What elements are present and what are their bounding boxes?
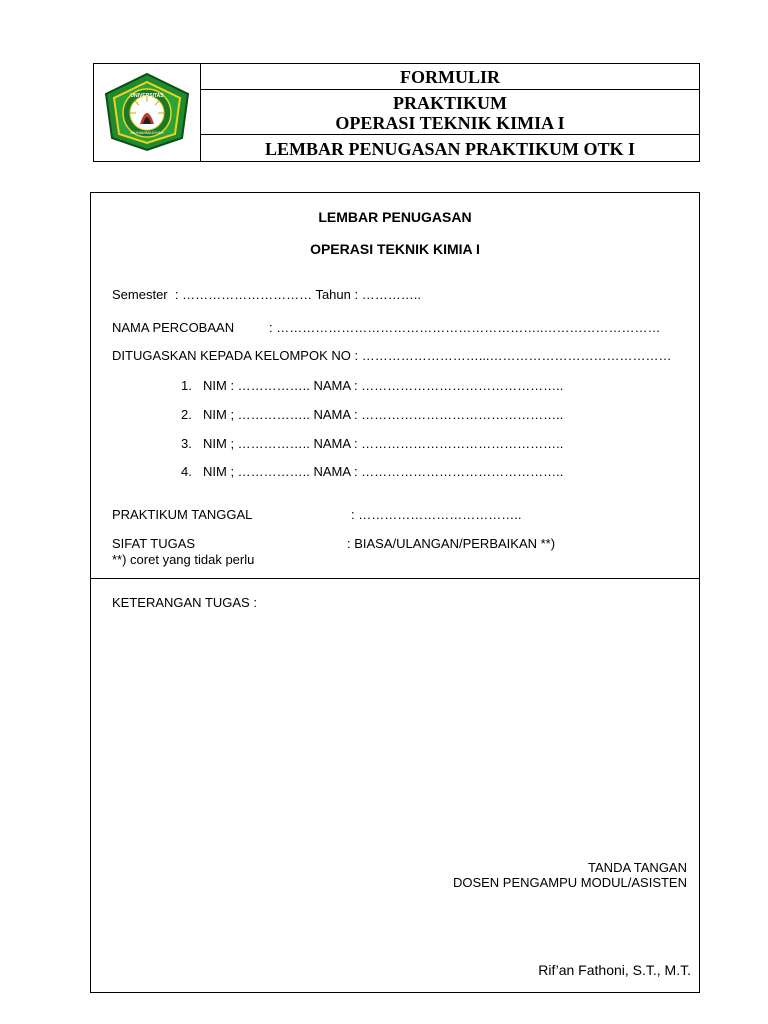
signer-name: Rif’an Fathoni, S.T., M.T. <box>538 962 691 978</box>
university-logo <box>102 72 192 152</box>
praktikum-tanggal-label: PRAKTIKUM TANGGAL <box>112 507 253 522</box>
header-lembar: LEMBAR PENUGASAN PRAKTIKUM OTK I <box>264 139 636 159</box>
header-formulir: FORMULIR <box>201 64 699 90</box>
praktikum-tanggal-field[interactable]: : ……………………………….. <box>351 507 522 522</box>
sifat-tugas-label: SIFAT TUGAS <box>112 536 196 551</box>
keterangan-area[interactable] <box>112 613 672 853</box>
member-field[interactable]: NIM : …………….. NAMA : ……………………………………….. <box>203 378 564 393</box>
logo-cell <box>94 64 201 161</box>
semester-line[interactable]: Semester : ………………………… Tahun : ………….. <box>112 287 421 302</box>
header-table <box>93 63 700 162</box>
member-num: 1. <box>181 378 192 393</box>
member-num: 4. <box>181 464 192 479</box>
keterangan-label: KETERANGAN TUGAS : <box>112 595 257 610</box>
ditugaskan-line[interactable]: DITUGASKAN KEPADA KELOMPOK NO : ………………………...…………………………………… <box>112 348 672 363</box>
member-num: 3. <box>181 436 192 451</box>
logo-text-bottom: MUHAMMADIYAH <box>130 130 164 135</box>
member-field[interactable]: NIM ; …………….. NAMA : ……………………………………….. <box>203 407 564 422</box>
nama-percobaan-field[interactable]: : ……………………………………………………..……………………… <box>269 320 661 335</box>
header-praktikum <box>201 90 699 135</box>
header-praktikum-line1: PRAKTIKUM <box>393 93 507 113</box>
member-field[interactable]: NIM ; …………….. NAMA : ……………………………………….. <box>203 464 564 479</box>
dosen-label: DOSEN PENGAMPU MODUL/ASISTEN <box>452 875 687 890</box>
form-subtitle: OPERASI TEKNIK KIMIA I <box>310 241 480 257</box>
sifat-tugas-field[interactable]: : BIASA/ULANGAN/PERBAIKAN **) <box>347 536 556 551</box>
member-num: 2. <box>181 407 192 422</box>
form-box <box>90 192 700 993</box>
nama-percobaan-label: NAMA PERCOBAAN <box>112 320 235 335</box>
form-title: LEMBAR PENUGASAN <box>318 209 472 225</box>
tanda-tangan-label: TANDA TANGAN <box>588 860 687 875</box>
section-divider <box>91 578 699 579</box>
footnote: **) coret yang tidak perlu <box>112 552 255 567</box>
member-field[interactable]: NIM ; …………….. NAMA : ……………………………………….. <box>203 436 564 451</box>
logo-text-top: UNIVERSITAS <box>130 93 164 99</box>
header-praktikum-line2: OPERASI TEKNIK KIMIA I <box>335 113 565 133</box>
